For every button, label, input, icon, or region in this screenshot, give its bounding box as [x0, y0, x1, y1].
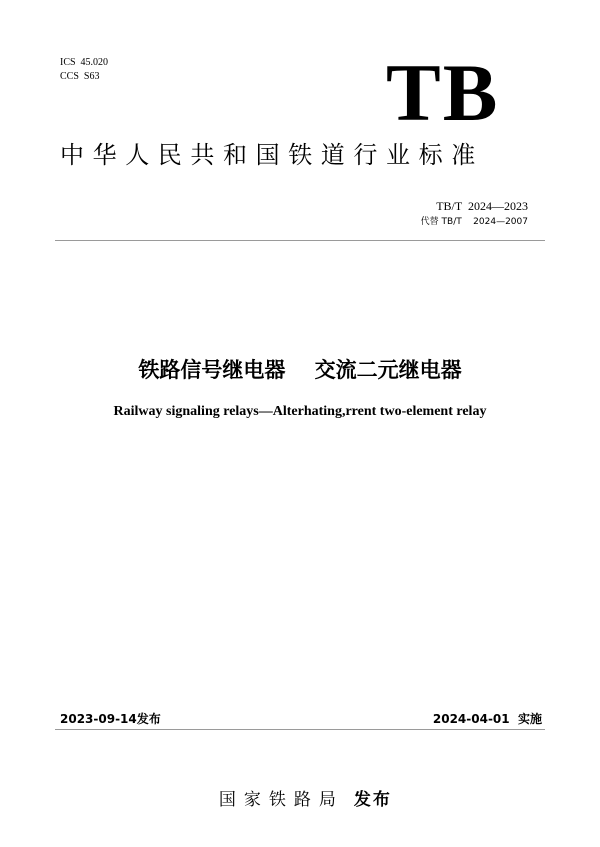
issue-date: 2023-09-14发布 — [60, 712, 161, 726]
publish-label: 发布 — [353, 790, 392, 810]
top-divider — [55, 240, 545, 241]
standard-category-title: 中华人民共和国铁道行业标准 — [60, 141, 484, 169]
publisher-name: 国家铁路局 — [218, 790, 344, 810]
document-title-english: Railway signaling relays—Alterhating,rrent two-element relay — [113, 404, 487, 419]
document-title-chinese: 铁路信号继电器 交流二元继电器 — [138, 358, 462, 382]
implementation-date: 2024-04-01 实施 — [432, 712, 542, 726]
publisher-line — [0, 764, 600, 812]
tb-logo: TB — [386, 47, 500, 138]
standard-number: TB/T 2024—2023 — [436, 199, 528, 213]
replaces-standard: 代替 TB/T 2024—2007 — [420, 217, 528, 227]
bottom-divider — [55, 729, 545, 730]
ccs-code: CCS S63 — [60, 71, 100, 82]
ics-code: ICS 45.020 — [60, 57, 109, 68]
